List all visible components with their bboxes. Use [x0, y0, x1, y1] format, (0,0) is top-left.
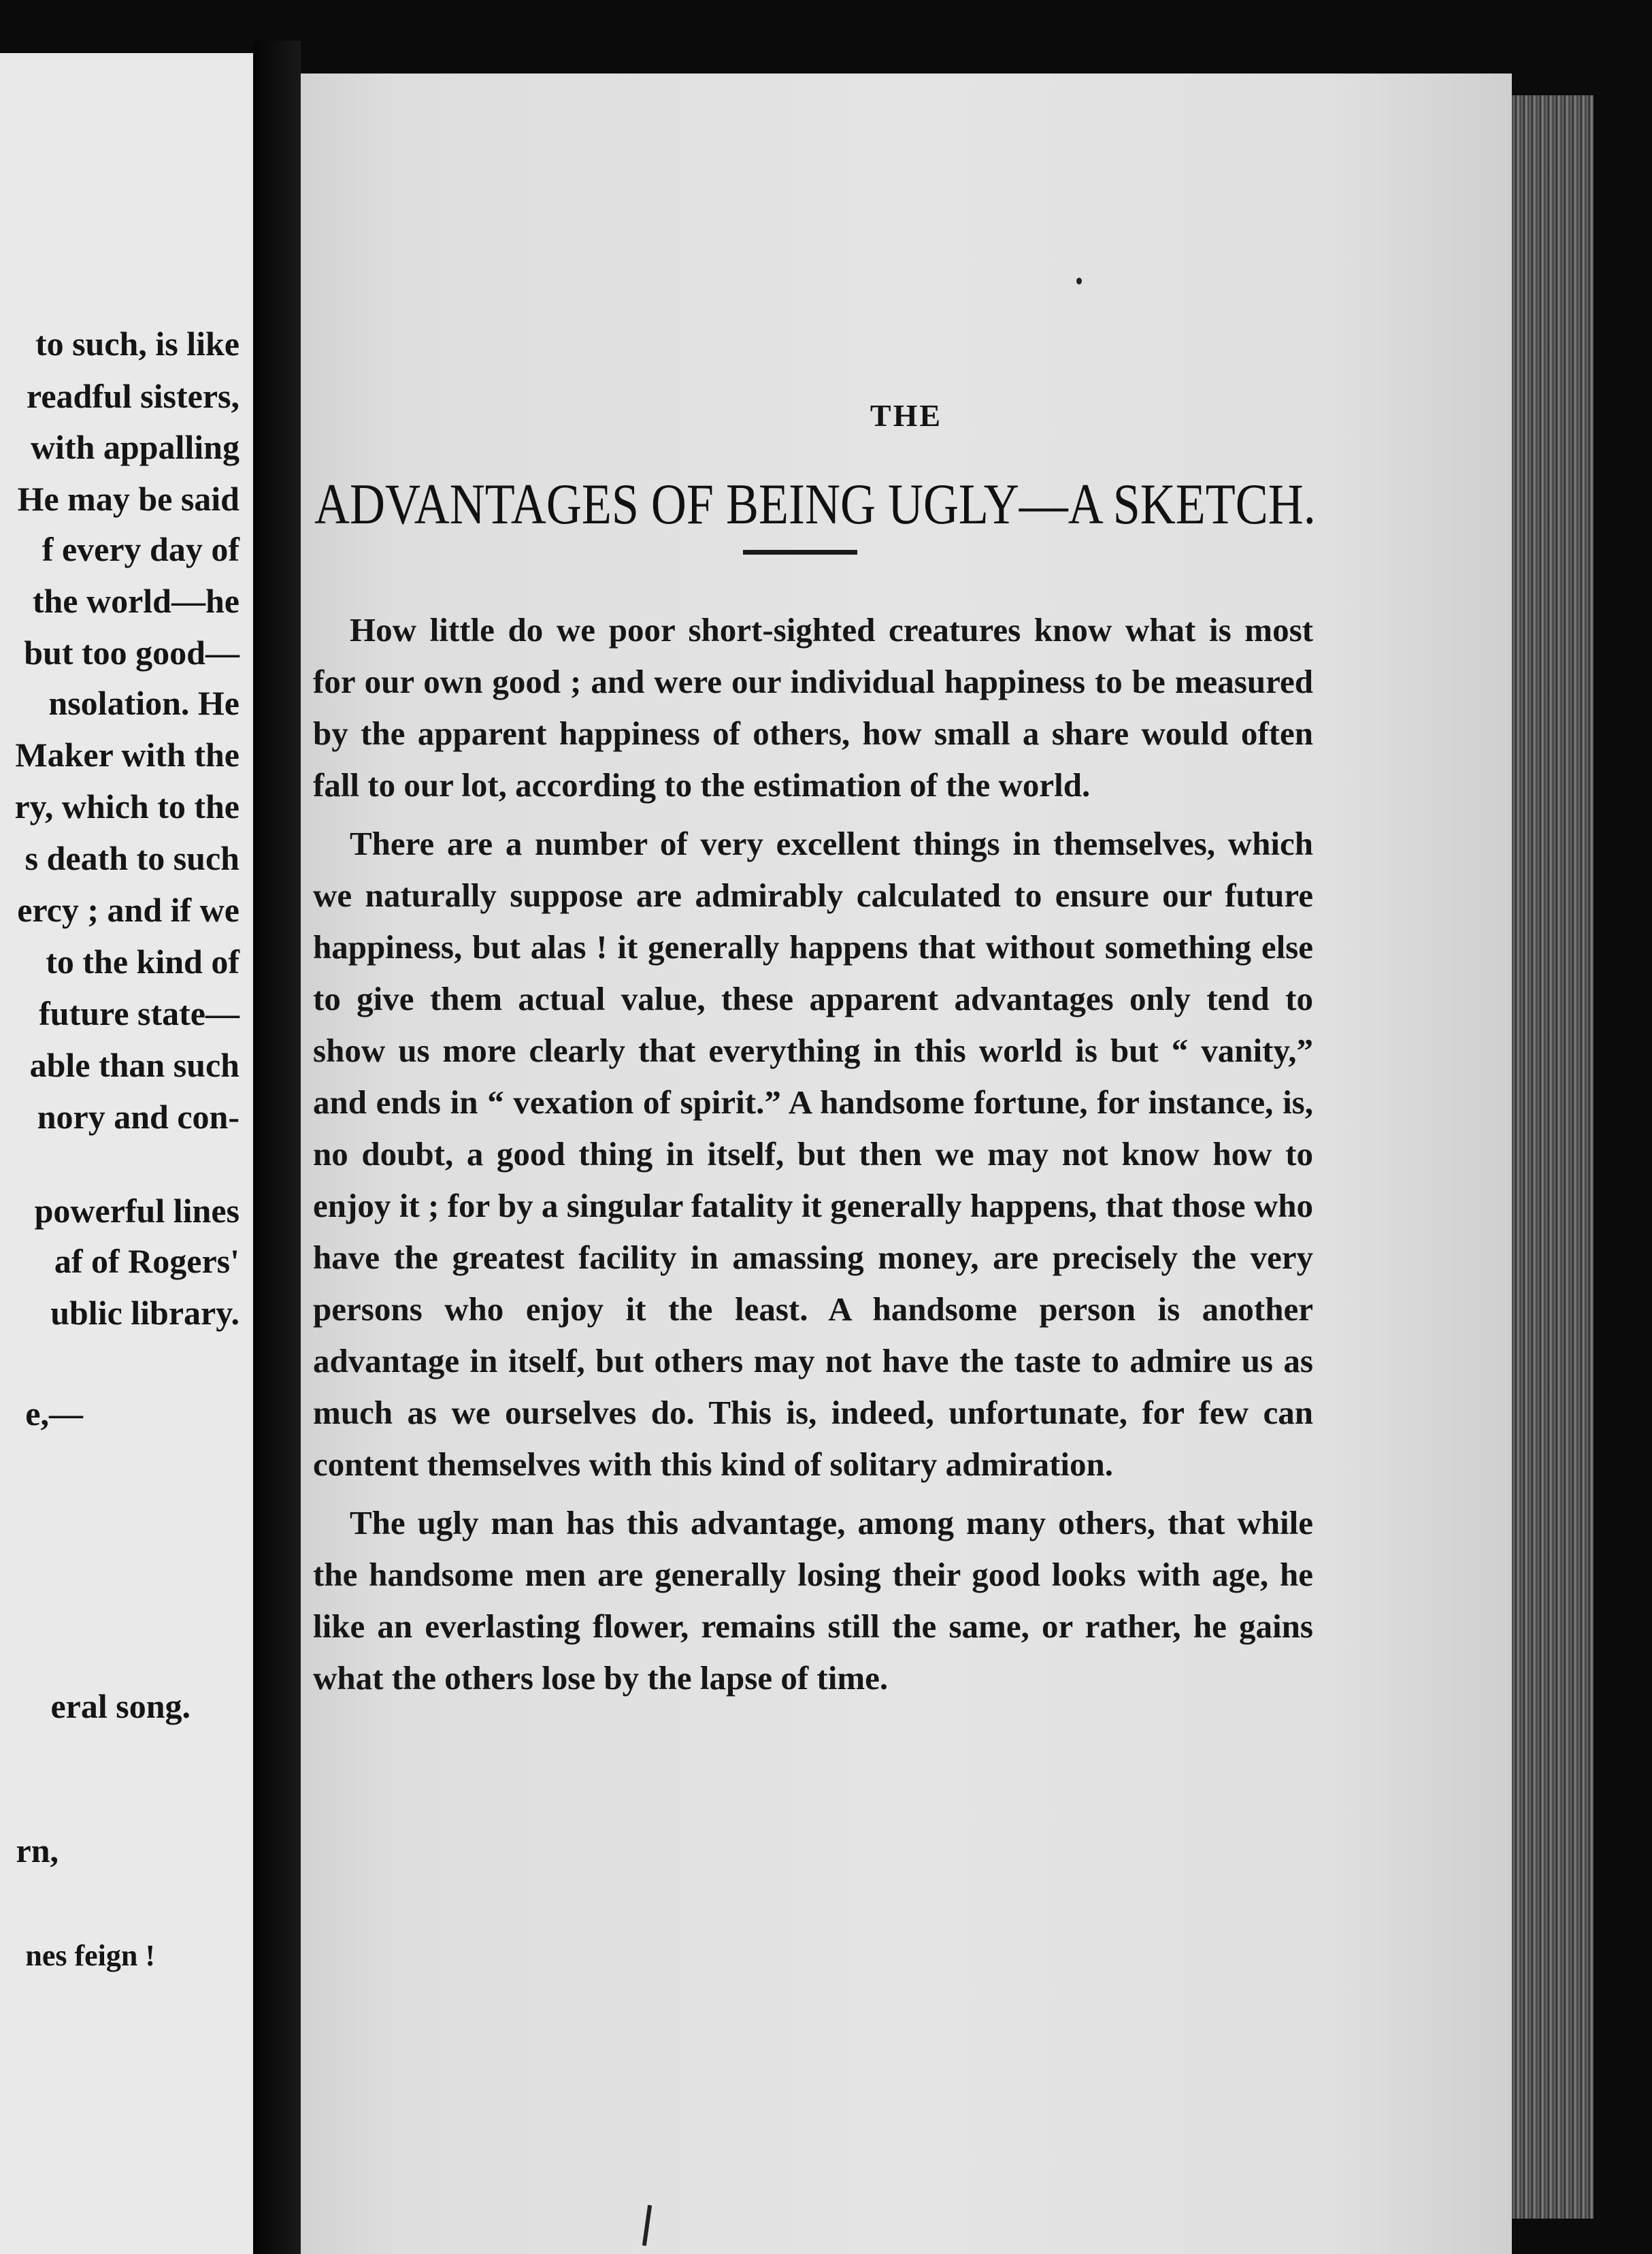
left-page-line: to such, is like [35, 325, 239, 363]
left-page-line: future state— [39, 994, 239, 1032]
left-page-line: He may be said [17, 480, 239, 518]
left-page-line: ublic library. [50, 1294, 239, 1332]
left-page-line: af of Rogers' [54, 1242, 239, 1280]
paragraph: How little do we poor short-sighted creatures know what is most for our own good ; and were our individual happiness to be measured by the apparent happiness of others, how small a share would often fall to our lot, according to the estimation of the world. [313, 611, 1313, 804]
left-page-line: ercy ; and if we [17, 891, 239, 929]
left-page-line: Maker with the [15, 736, 239, 774]
left-page-line: nsolation. He [48, 684, 239, 722]
left-page-line: nes feign ! [25, 1939, 155, 1972]
left-page-line: to the kind of [46, 943, 239, 981]
left-page-line: f every day of [42, 530, 239, 568]
left-page-line: s death to such [24, 839, 239, 877]
right-page [301, 74, 1512, 2254]
left-page-line: powerful lines [34, 1192, 239, 1230]
left-page-line: readful sisters, [27, 377, 239, 415]
left-page-line: rn, [16, 1831, 59, 1869]
left-page-line: ry, which to the [14, 787, 239, 826]
article-heading-the: THE [870, 398, 943, 433]
paragraph: There are a number of very excellent things in themselves, which we naturally suppose are admirably calculated to ensure our future happiness, but alas ! it generally happens that without something else to give them actual value, these apparent advantages only tend to show us more clearly that everything in this world is but “ vanity,” and ends in “ vexation of spirit.” A handsome fortune, for instance, is, no doubt, a good thing in itself, but then we may not know how to enjoy it ; for by a singular fatality it generally happens, that those who have the greatest facility in amassing money, are precisely the very persons who enjoy it the least. A handsome person is another advantage in itself, but others may not have the taste to admire us as much as we ourselves do. This is, indeed, unfortunate, for few can content themselves with this kind of solitary admiration. [313, 825, 1313, 1483]
left-page-line: eral song. [50, 1687, 191, 1725]
left-page-line: but too good— [24, 634, 239, 672]
left-page-line: able than such [29, 1046, 239, 1084]
book-gutter [253, 41, 301, 2254]
left-page-line: with appalling [30, 428, 239, 466]
left-page-line: e,— [25, 1394, 83, 1433]
ink-speck [1076, 278, 1082, 284]
article-body [313, 604, 1313, 1711]
title-rule [743, 550, 857, 555]
paragraph: The ugly man has this advantage, among many others, that while the handsome men are generally losing their good looks with age, he like an everlasting flower, remains still the same, or rather, he gains what the others lose by the lapse of time. [313, 1504, 1313, 1697]
left-page-line: the world—he [32, 582, 239, 620]
page-edges [1512, 95, 1593, 2219]
article-title: ADVANTAGES OF BEING UGLY—A SKETCH. [314, 472, 1316, 537]
left-page-line: nory and con- [37, 1098, 239, 1136]
left-page [0, 53, 253, 2254]
